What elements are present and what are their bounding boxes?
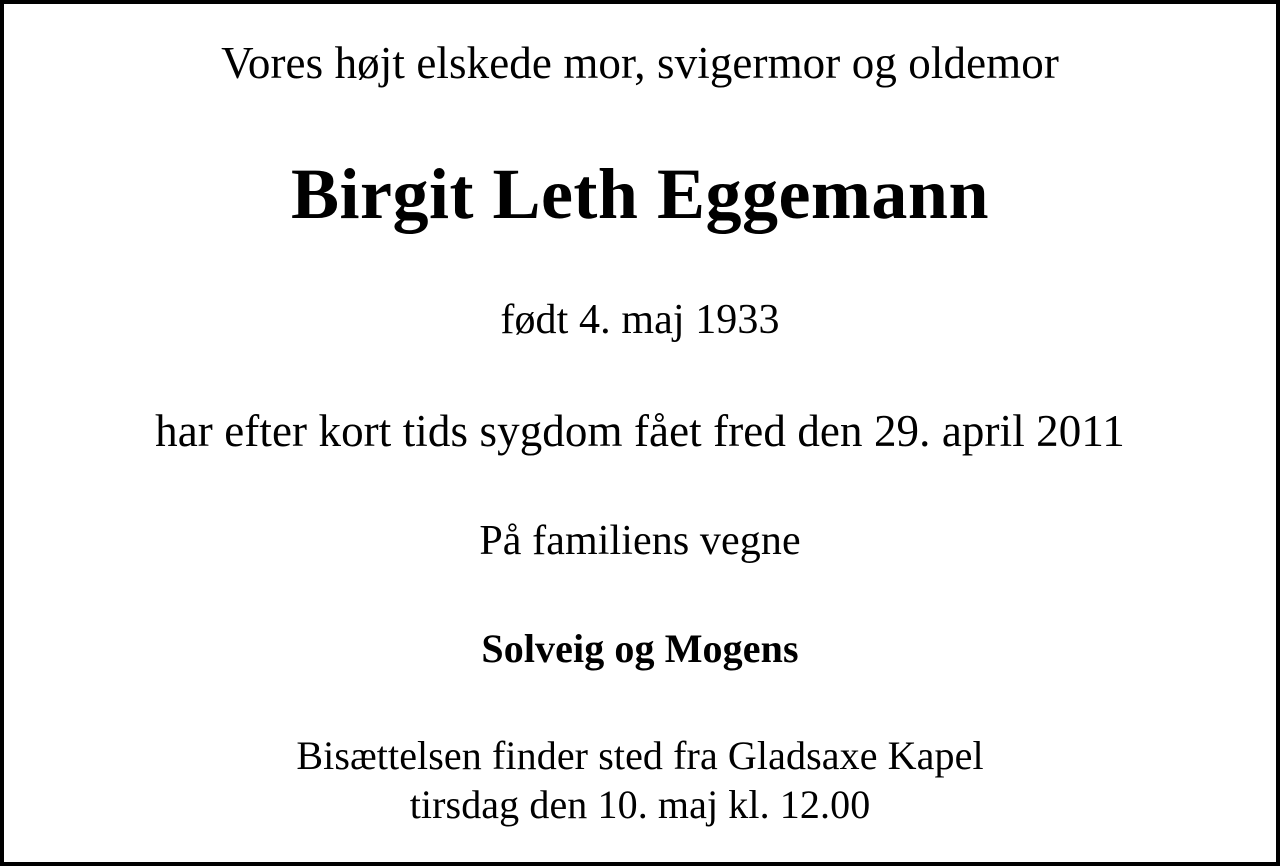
passing-text: har efter kort tids sygdom fået fred den 29. april 2011: [155, 406, 1125, 457]
funeral-time-text: tirsdag den 10. maj kl. 12.00: [409, 782, 871, 828]
funeral-location-text: Bisættelsen finder sted fra Gladsaxe Kapel: [296, 733, 984, 779]
notice-intro-text: Vores højt elskede mor, svigermor og oldemor: [221, 38, 1059, 88]
deceased-name: Birgit Leth Eggemann: [290, 154, 989, 235]
signers-text: Solveig og Mogens: [481, 626, 799, 672]
on-behalf-text: På familiens vegne: [479, 518, 801, 565]
birth-date-text: født 4. maj 1933: [500, 297, 780, 344]
